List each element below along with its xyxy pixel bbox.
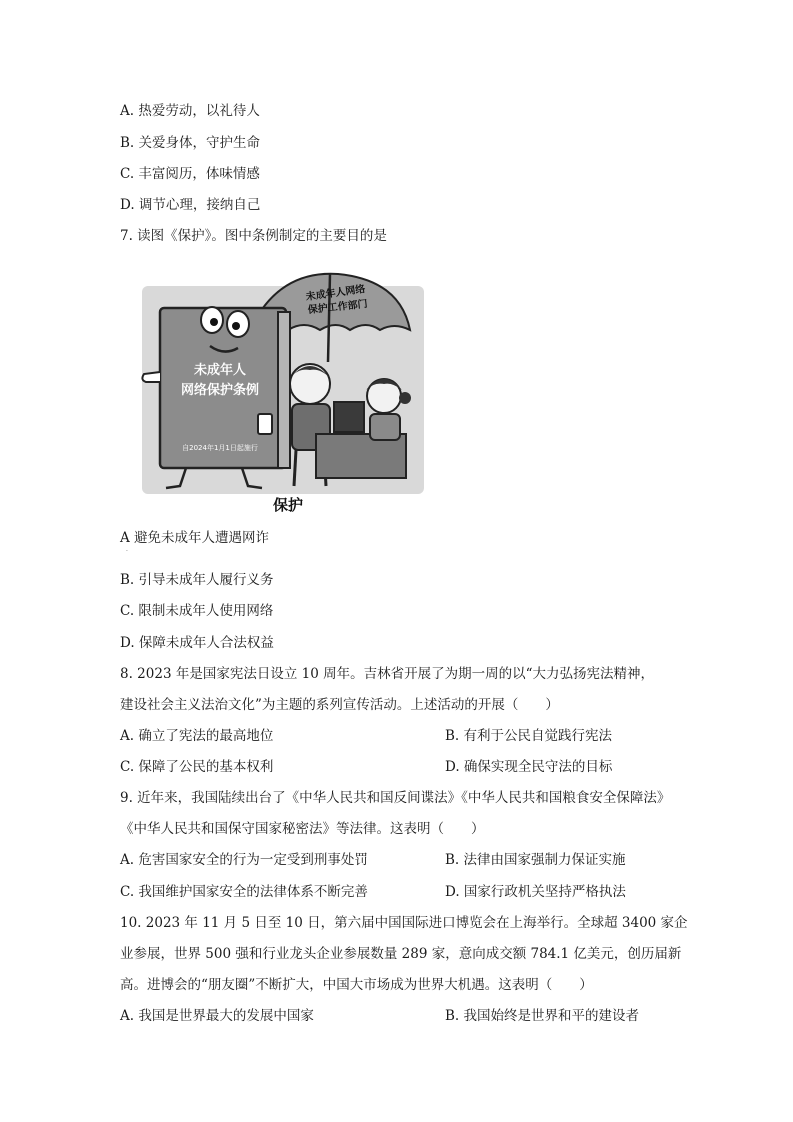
q6-option-b: B. 关爱身体，守护生命 [120,135,261,151]
book-hand-icon [142,372,160,382]
book-title-2: 网络保护条例 [180,383,260,398]
q9-option-c: C. 我国维护国家安全的法律体系不断完善 [120,884,368,900]
q9-stem-line-2: 《中华人民共和国保守国家秘密法》等法律。这表明（ ） [120,821,485,837]
book-spine [278,312,290,468]
q8-stem-line-1: 8. 2023 年是国家宪法日设立 10 周年。吉林省开展了为期一周的以“大力弘扬宪法精神， [120,666,654,682]
q7-option-a: A 避免未成年人遭遇网诈 [120,530,270,546]
figure-caption: 保护 [272,496,304,514]
q9-option-b: B. 法律由国家强制力保证实施 [445,852,626,868]
q6-option-d: D. 调节心理，接纳自己 [120,197,261,213]
q10-option-a: A. 我国是世界最大的发展中国家 [120,1008,314,1024]
umbrella-text-2: 保护工作部门 [307,298,369,317]
q10-stem-line-1: 10. 2023 年 11 月 5 日至 10 日，第六届中国国际进口博览会在上海举行。全球超 3400 家企 [120,915,688,931]
q9-stem-line-1: 9. 近年来，我国陆续出台了《中华人民共和国反间谍法》《中华人民共和国粮食安全保障法》 [120,790,671,806]
q6-option-c: C. 丰富阅历，体味情感 [120,166,260,182]
q9-option-d: D. 国家行政机关坚持严格执法 [445,884,626,900]
q8-option-c: C. 保障了公民的基本权利 [120,759,274,775]
q9-option-a: A. 危害国家安全的行为一定受到刑事处罚 [120,852,368,868]
q10-stem-line-3: 高。进博会的“朋友圈”不断扩大，中国大市场成为世界大机遇。这表明（ ） [120,977,593,993]
q8-option-d: D. 确保实现全民守法的目标 [445,759,613,775]
q7-option-d: D. 保障未成年人合法权益 [120,635,274,651]
q10-stem-line-2: 业参展，世界 500 强和行业龙头企业参展数量 289 家，意向成交额 784.1 亿美元，创历届新 [120,946,682,962]
protection-cartoon-figure [138,264,428,518]
q8-stem-line-2: 建设社会主义法治文化”为主题的系列宣传活动。上述活动的开展（ ） [120,697,559,713]
q8-option-a: A. 确立了宪法的最高地位 [120,728,274,744]
book-footer: 自2024年1月1日起施行 [182,444,258,452]
q7-option-c: C. 限制未成年人使用网络 [120,603,274,619]
q7-option-b: B. 引导未成年人履行义务 [120,572,274,588]
book-title-1: 未成年人 [193,363,247,378]
phone-icon [258,414,272,434]
q7-stem: 7. 读图《保护》。图中条例制定的主要目的是 [120,228,387,244]
q6-option-a: A. 热爱劳动，以礼待人 [120,103,260,119]
umbrella-text-1: 未成年人网络 [305,283,367,304]
girl-body-icon [370,414,400,440]
computer-monitor-icon [334,402,364,432]
q8-option-b: B. 有利于公民自觉践行宪法 [445,728,613,744]
q10-option-b: B. 我国始终是世界和平的建设者 [445,1008,640,1024]
stray-mark: · [126,548,128,555]
